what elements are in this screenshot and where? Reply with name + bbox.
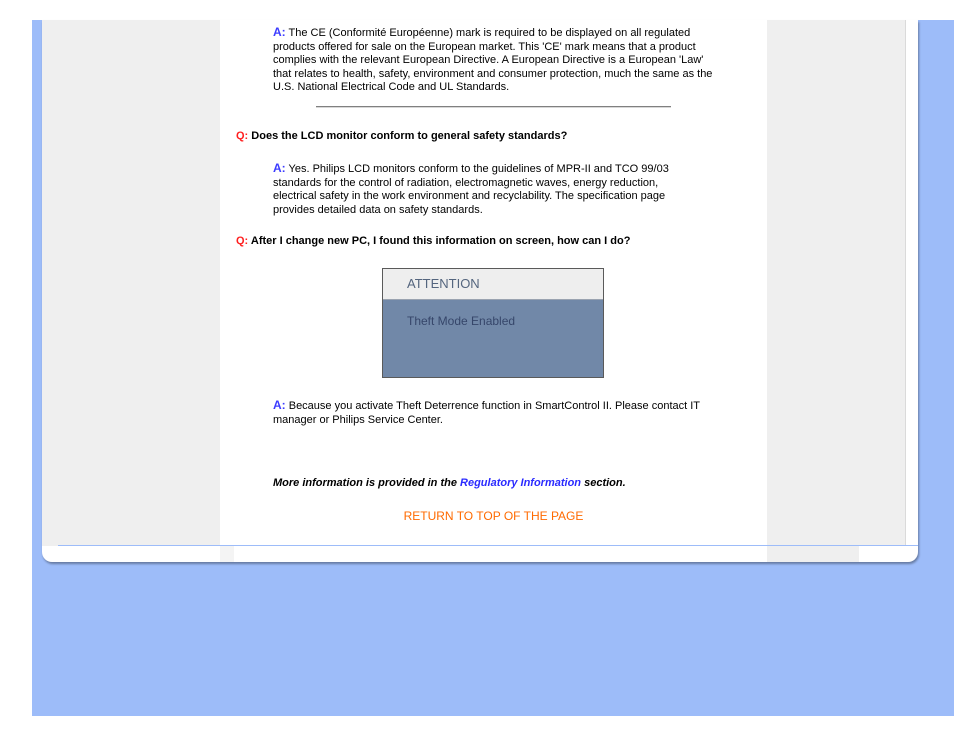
answer-safety-standards (273, 162, 703, 217)
left-column (42, 20, 220, 546)
question-safety-standards (236, 130, 567, 142)
answer-text: Yes. Philips LCD monitors conform to the guidelines of MPR-II and TCO 99/03 standards for the control of radiation, electromagnetic waves, energy reduction, electrical safety in the work environment and recyclability. The specification page provides detailed data on safety standards. (273, 163, 669, 216)
main-content (220, 20, 767, 546)
right-column (767, 20, 905, 546)
answer-text: Because you activate Theft Deterrence function in SmartControl II. Please contact IT manager or Philips Service Center. (273, 400, 700, 426)
bottom-left-strip (220, 546, 234, 562)
bottom-right-strip (767, 546, 859, 562)
question-text: After I change new PC, I found this information on screen, how can I do? (248, 235, 631, 247)
attention-title: ATTENTION (383, 269, 603, 300)
answer-ce-mark (273, 26, 717, 95)
attention-message: Theft Mode Enabled (407, 314, 516, 328)
more-info-prefix: More information is provided in the (273, 477, 461, 489)
answer-text: The CE (Conformité Européenne) mark is required to be displayed on all regulated products offered for sale on the European market. This 'CE' mark means that a product complies with the relevant European Directive. A European Directive is a European 'Law' that relates to health, safety, environment and consumer protection, much the same as the U.S. National Electrical Code and UL Standards. (273, 27, 713, 93)
question-text: Does the LCD monitor conform to general safety standards? (248, 130, 568, 142)
answer-label: A: (273, 398, 286, 412)
attention-dialog (382, 268, 604, 378)
question-label: Q: (236, 130, 249, 142)
regulatory-information-link[interactable]: Regulatory Information (460, 477, 582, 489)
question-new-pc (236, 235, 630, 247)
right-border (905, 20, 918, 546)
more-information-note (273, 477, 626, 489)
question-label: Q: (236, 235, 249, 247)
section-divider (316, 106, 671, 108)
answer-label: A: (273, 25, 286, 39)
more-info-suffix: section. (581, 477, 626, 489)
answer-theft-mode (273, 399, 723, 427)
answer-label: A: (273, 161, 286, 175)
return-to-top-link[interactable]: RETURN TO TOP OF THE PAGE (403, 509, 584, 523)
